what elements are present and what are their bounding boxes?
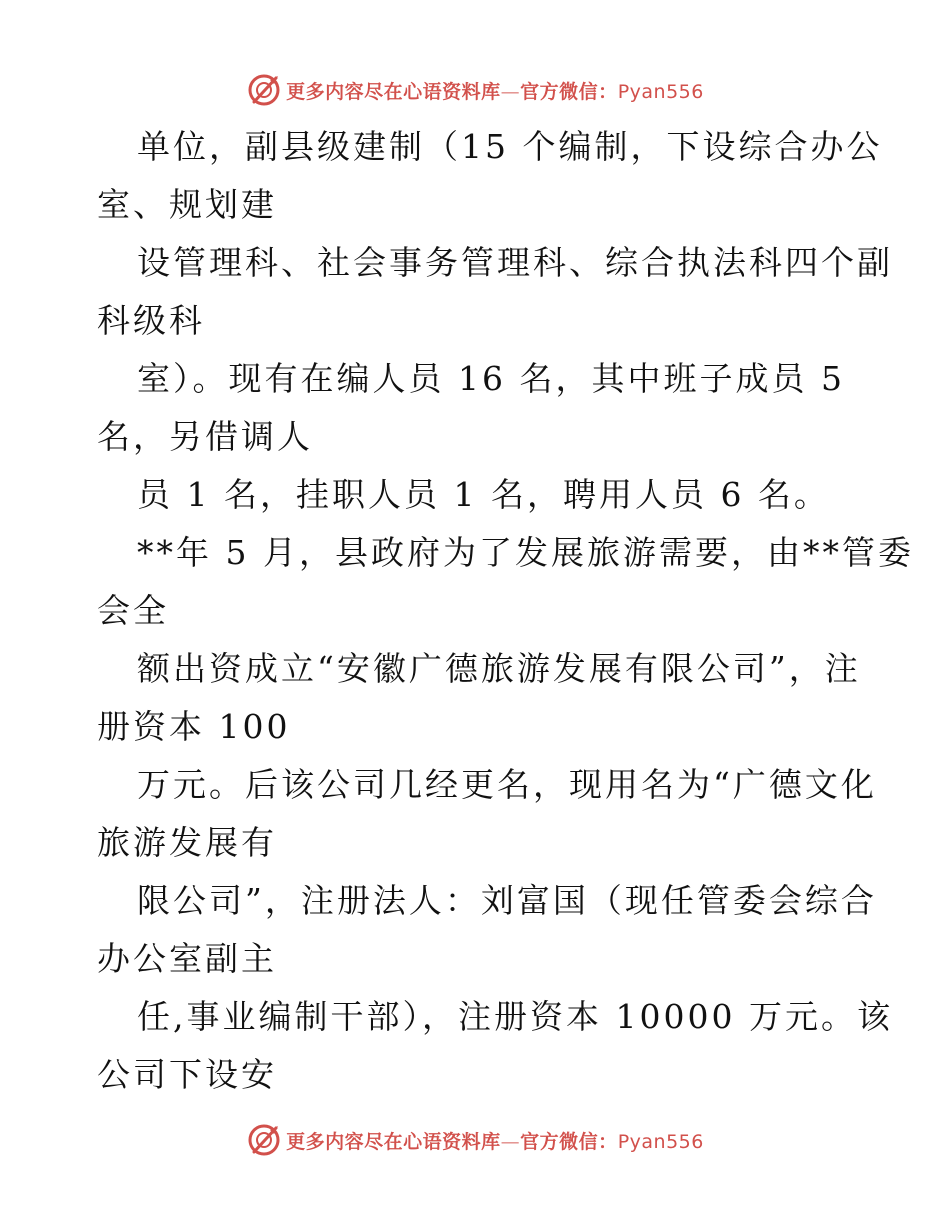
watermark-suffix: 官方微信：: [520, 80, 618, 103]
brush-logo-icon: [246, 72, 282, 108]
text-line: 会全: [97, 591, 169, 630]
text-line: 额出资成立“安徽广德旅游发展有限公司”，注: [137, 649, 861, 688]
text-line: 室）。现有在编人员 16 名，其中班子成员 5: [137, 359, 845, 398]
document-body: [97, 118, 914, 1104]
text-line: 旅游发展有: [97, 823, 277, 862]
text-line: **年 5 月，县政府为了发展旅游需要，由**管委: [137, 533, 914, 572]
text-line: 办公室副主: [97, 939, 277, 978]
watermark-id: Pyan556: [617, 80, 704, 103]
text-line: 万元。后该公司几经更名，现用名为“广德文化: [137, 765, 877, 804]
text-line: 名，另借调人: [97, 417, 313, 456]
text-line: 限公司”，注册法人：刘富国（现任管委会综合: [137, 881, 877, 920]
text-line: 员 1 名，挂职人员 1 名，聘用人员 6 名。: [137, 475, 830, 514]
watermark-separator: —: [500, 80, 521, 103]
text-line: 科级科: [97, 301, 205, 340]
text-line: 册资本 100: [97, 707, 291, 746]
text-line: 设管理科、社会事务管理科、综合执法科四个副: [137, 243, 893, 282]
watermark-main: 更多内容尽在心语资料库: [286, 80, 501, 103]
footer-watermark: [0, 1120, 950, 1160]
text-line: 室、规划建: [97, 185, 277, 224]
text-line: 任,事业编制干部），注册资本 10000 万元。该: [137, 997, 893, 1036]
watermark-label: [286, 77, 704, 104]
header-watermark: [0, 70, 950, 110]
text-line: 公司下设安: [97, 1055, 277, 1094]
watermark-id: Pyan556: [617, 1130, 704, 1153]
watermark-suffix: 官方微信：: [520, 1130, 618, 1153]
watermark-label: [286, 1127, 704, 1154]
watermark-main: 更多内容尽在心语资料库: [286, 1130, 501, 1153]
watermark-separator: —: [500, 1130, 521, 1153]
brush-logo-icon: [246, 1122, 282, 1158]
text-line: 单位，副县级建制（15 个编制，下设综合办公: [137, 127, 883, 166]
